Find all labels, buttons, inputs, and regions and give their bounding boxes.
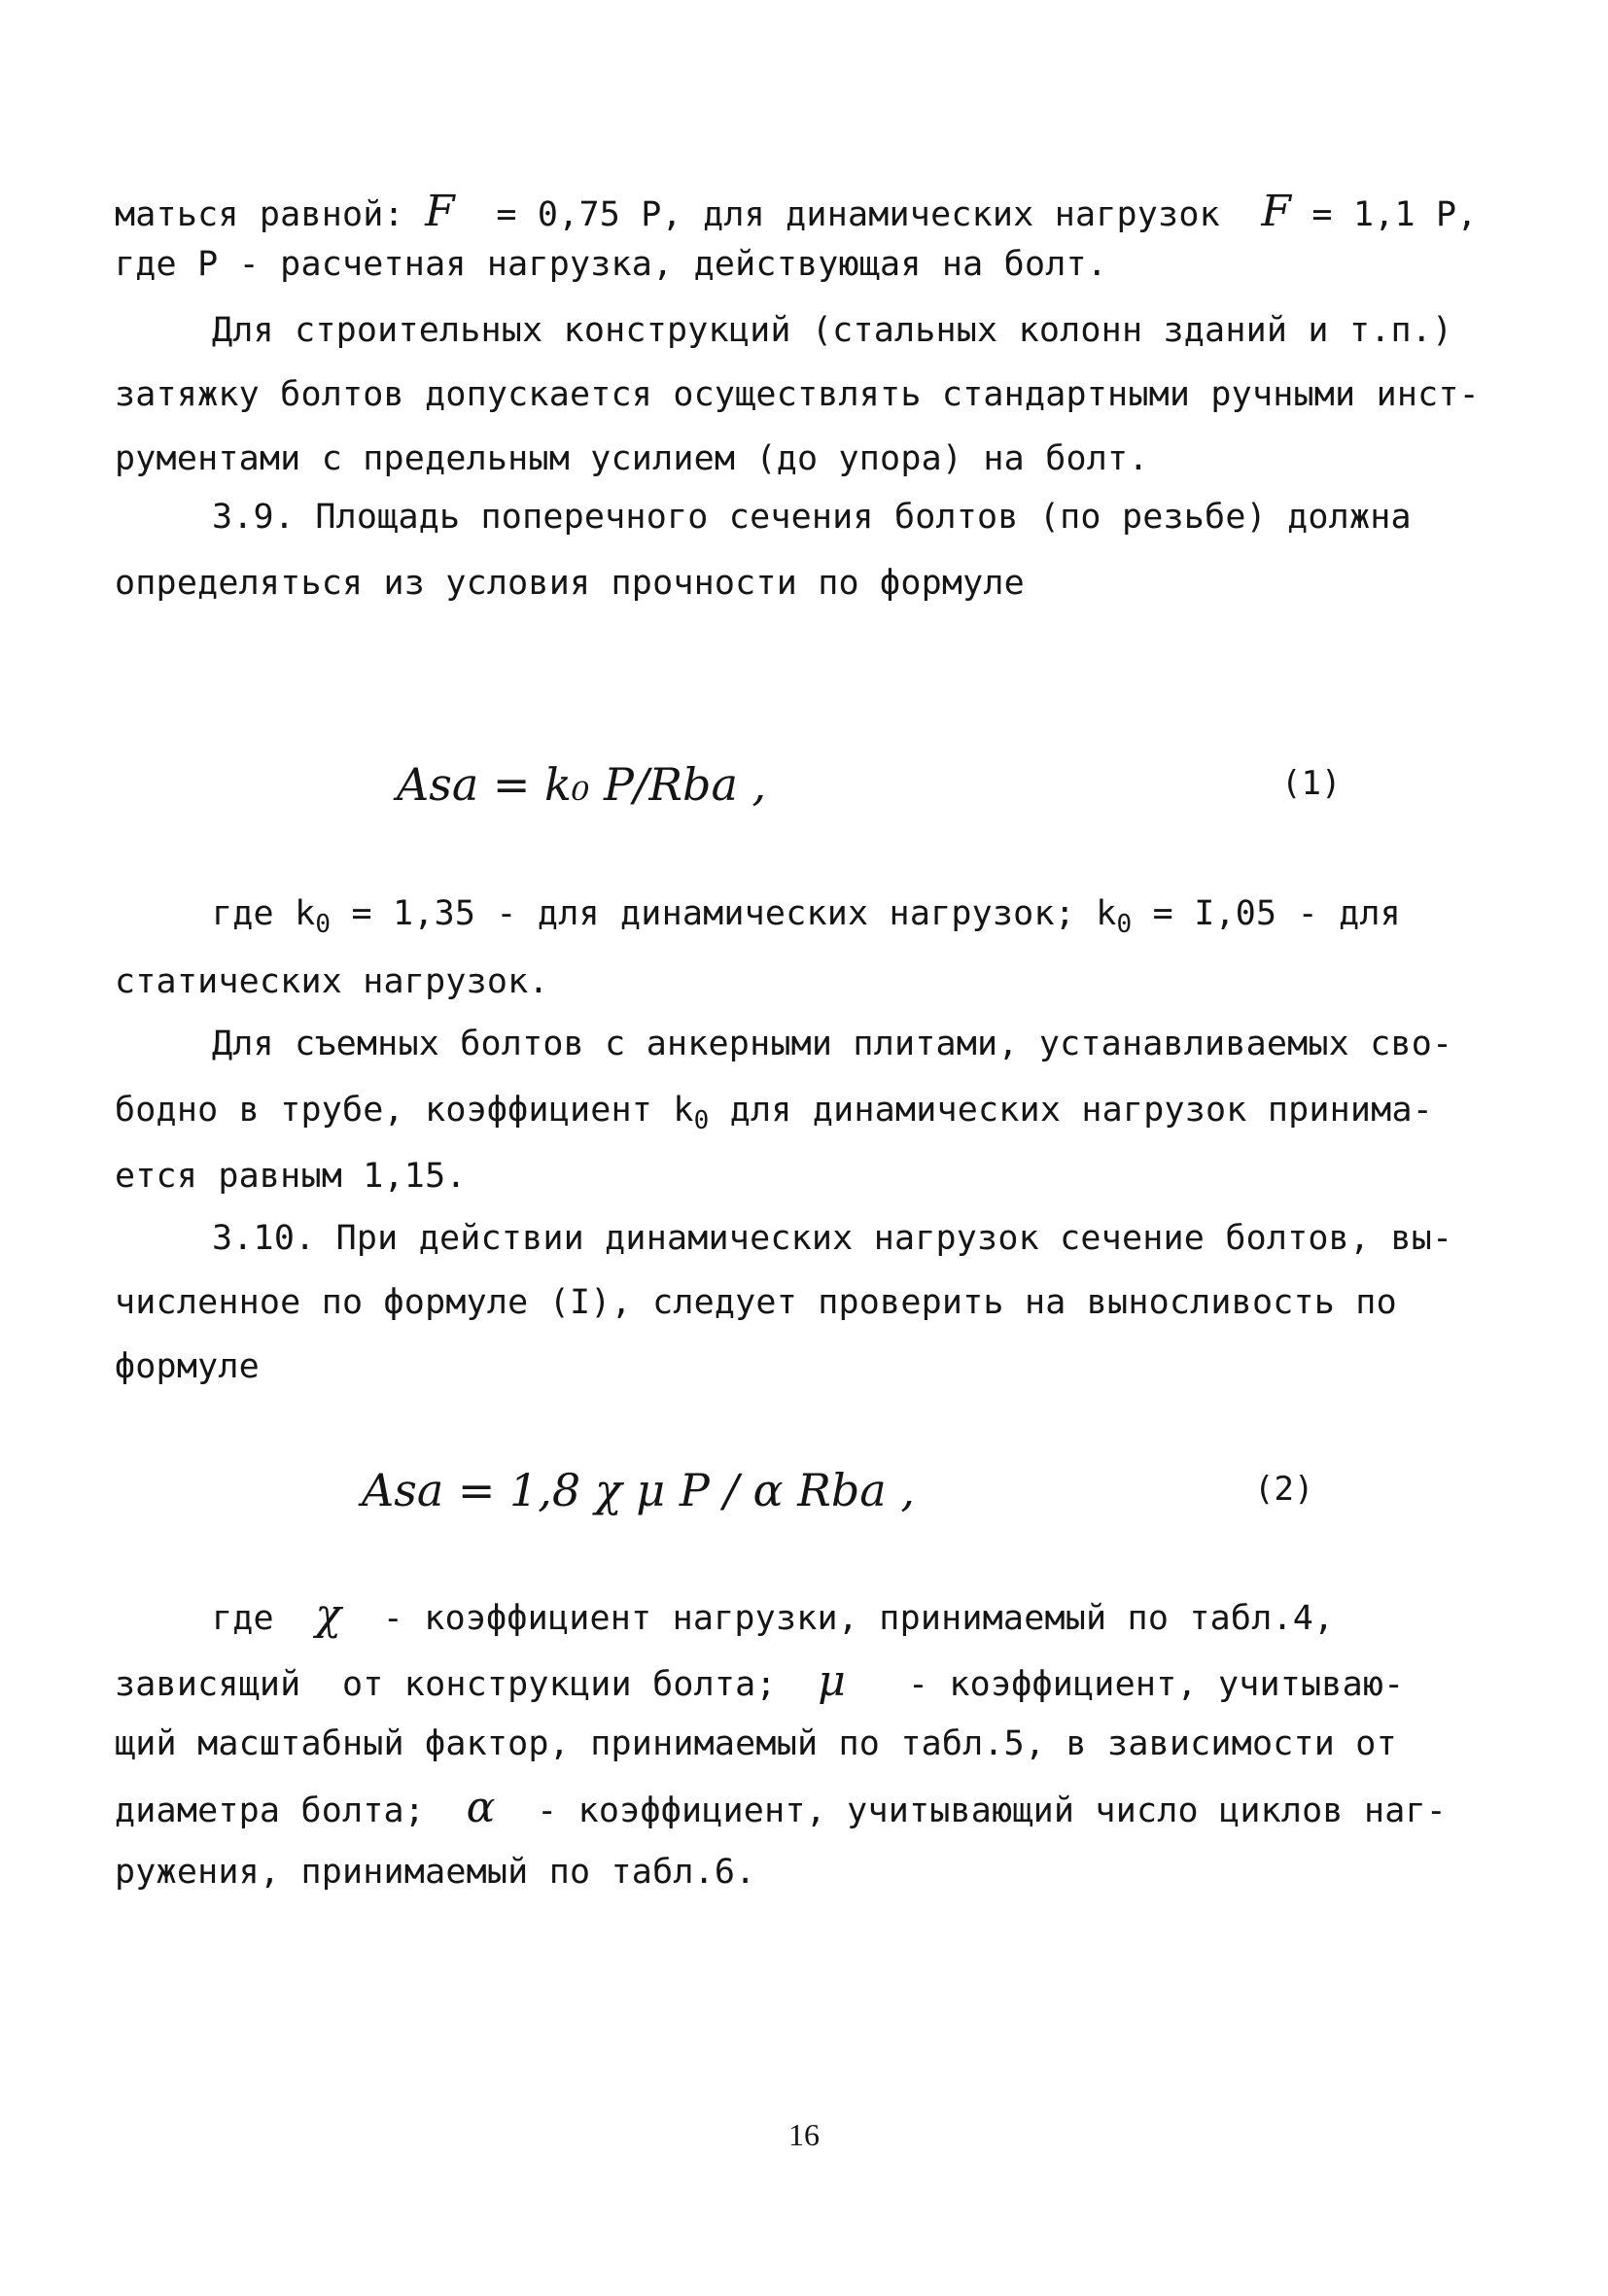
formula-2: Asa = 1,8 χ μ P / α Rba , <box>362 1464 915 1516</box>
text-line: формуле <box>115 1347 260 1386</box>
text-line: статических нагрузок. <box>115 962 549 1001</box>
text-fragment: = 0,75 P, для динамических нагрузок <box>454 195 1262 234</box>
force-symbol: F <box>425 187 455 236</box>
text-fragment: = 1,1 P, <box>1291 195 1478 234</box>
text-line <box>115 1783 1505 1832</box>
text-fragment: где k <box>212 894 316 933</box>
text-fragment: = 1,35 - для динамических нагрузок; k <box>331 894 1117 933</box>
text-line: 3.9. Площадь поперечного сечения болтов (по резьбе) должна <box>212 498 1412 537</box>
text-line: затяжку болтов допускается осуществлять стандартными ручными инст- <box>115 375 1480 414</box>
text-fragment: бодно в трубе, коэффициент k <box>115 1091 694 1130</box>
text-line: где P - расчетная нагрузка, действующая на болт. <box>115 245 1108 284</box>
subscript: 0 <box>693 1106 710 1135</box>
text-line: ется равным 1,15. <box>115 1157 467 1196</box>
subscript: 0 <box>1116 910 1133 939</box>
subscript: 0 <box>315 910 332 939</box>
text-line: численное по формуле (I), следует проверить на выносливость по <box>115 1283 1397 1322</box>
text-fragment: - коэффициент, учитываю- <box>846 1665 1405 1704</box>
text-line <box>115 187 1505 236</box>
formula-1-number: (1) <box>1281 764 1342 803</box>
text-line: щий масштабный фактор, принимаемый по табл.5, в зависимости от <box>115 1724 1397 1763</box>
text-fragment: = I,05 - для <box>1132 894 1401 933</box>
text-fragment: - коэффициент нагрузки, принимаемый по табл.4, <box>341 1599 1335 1638</box>
text-line: Для строительных конструкций (стальных колонн зданий и т.п.) <box>212 311 1453 350</box>
text-fragment: где <box>212 1599 316 1638</box>
text-fragment: маться равной: <box>115 195 426 234</box>
text-line: рументами с предельным усилием (до упора) на болт. <box>115 439 1149 478</box>
chi-symbol: χ <box>315 1590 342 1640</box>
alpha-symbol: α <box>466 1783 496 1832</box>
text-line <box>115 1089 1505 1135</box>
text-line: 3.10. При действии динамических нагрузок сечение болтов, вы- <box>212 1219 1453 1258</box>
text-line <box>212 1590 1602 1640</box>
text-line <box>115 1656 1505 1706</box>
text-line: определяться из условия прочности по формуле <box>115 564 1025 603</box>
formula-1: Asa = k₀ P/Rba , <box>397 758 767 811</box>
text-line <box>212 892 1602 939</box>
mu-symbol: μ <box>818 1656 847 1706</box>
text-line: ружения, принимаемый по табл.6. <box>115 1853 756 1892</box>
text-line: Для съемных болтов с анкерными плитами, устанавливаемых сво- <box>212 1025 1453 1063</box>
text-fragment: зависящий от конструкции болта; <box>115 1665 819 1704</box>
formula-2-number: (2) <box>1254 1470 1314 1509</box>
text-fragment: диаметра болта; <box>115 1792 467 1830</box>
page-number: 16 <box>788 2117 820 2152</box>
text-fragment: для динамических нагрузок принима- <box>709 1091 1433 1130</box>
text-fragment: - коэффициент, учитывающий число циклов наг- <box>495 1792 1448 1830</box>
force-symbol: F <box>1261 187 1292 236</box>
